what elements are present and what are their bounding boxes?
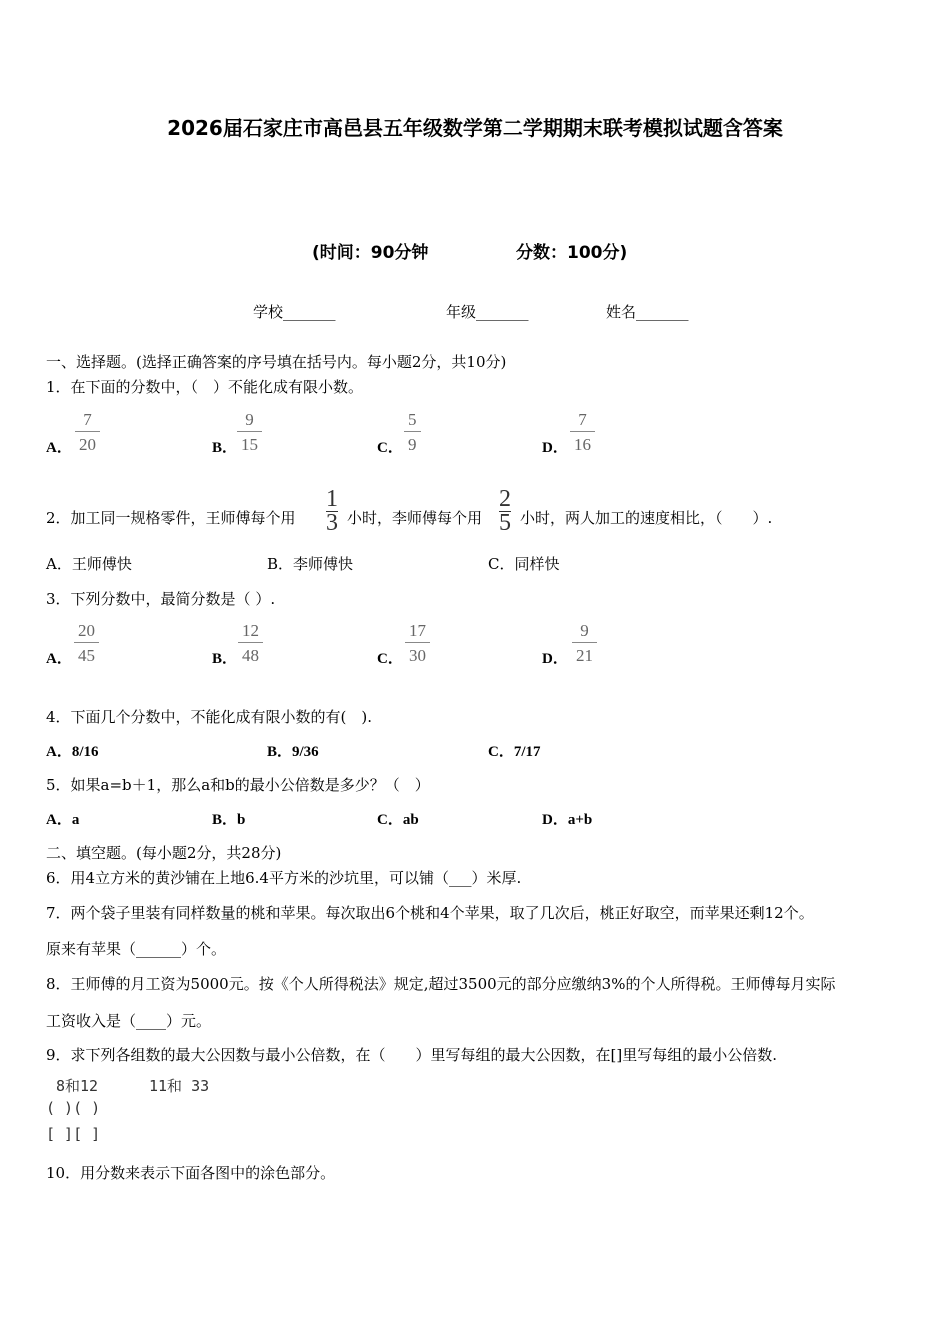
fraction: 20 45: [74, 622, 99, 664]
name-field[interactable]: 姓名_______: [606, 303, 689, 321]
question-3: 3．下列分数中，最简分数是（ ）.: [46, 590, 276, 608]
exam-score: 分数：100分): [516, 243, 628, 263]
q9-gcd-blanks[interactable]: ( )( ): [46, 1099, 101, 1117]
option[interactable]: C．ab: [377, 812, 419, 828]
fraction: 2 5: [499, 486, 511, 536]
option-label[interactable]: A．: [46, 440, 72, 456]
question-1: 1．在下面的分数中，（ ）不能化成有限小数。: [46, 378, 364, 396]
fraction: 7 20: [75, 411, 100, 453]
option[interactable]: A．王师傅快: [46, 555, 132, 573]
option[interactable]: A．8/16: [46, 744, 99, 760]
option[interactable]: C．同样快: [488, 555, 560, 573]
option-label[interactable]: B．: [212, 440, 238, 456]
question-10: 10．用分数来表示下面各图中的涂色部分。: [46, 1164, 336, 1182]
option[interactable]: A．a: [46, 812, 80, 828]
question-5: 5．如果a=b＋1，那么a和b的最小公倍数是多少？（ ）: [46, 776, 430, 794]
question-2-part2: 小时，李师傅每个用: [347, 509, 483, 527]
fraction: 7 16: [570, 411, 595, 453]
question-7: 7．两个袋子里装有同样数量的桃和苹果。每次取出6个桃和4个苹果，取了几次后，桃正好取空，而苹果还剩12个。: [46, 904, 814, 922]
question-4: 4．下面几个分数中，不能化成有限小数的有( ).: [46, 708, 373, 726]
question-7-cont: 原来有苹果（______）个。: [46, 940, 227, 958]
section-heading: 一、选择题。(选择正确答案的序号填在括号内。每小题2分，共10分): [46, 353, 507, 371]
option-label[interactable]: D．: [542, 651, 568, 667]
q9-group-1: 8和12: [56, 1077, 99, 1095]
question-9: 9．求下列各组数的最大公因数与最小公倍数，在（ ）里写每组的最大公因数，在[]里写每组的最小公倍数.: [46, 1046, 778, 1064]
option-label[interactable]: C．: [377, 651, 403, 667]
fraction: 12 48: [238, 622, 263, 664]
fraction: 9 21: [572, 622, 597, 664]
exam-time: (时间：90分钟: [312, 243, 429, 263]
question-2-part3: 小时，两人加工的速度相比，（ ）.: [520, 509, 773, 527]
question-2-part1: 2．加工同一规格零件，王师傅每个用: [46, 509, 296, 527]
option[interactable]: C．7/17: [488, 744, 541, 760]
option-label[interactable]: C．: [377, 440, 403, 456]
fraction: 1 3: [326, 486, 338, 536]
fraction: 17 30: [405, 622, 430, 664]
option[interactable]: B．b: [212, 812, 246, 828]
option-label[interactable]: B．: [212, 651, 238, 667]
option[interactable]: D．a+b: [542, 812, 593, 828]
option-label[interactable]: A．: [46, 651, 72, 667]
section-heading: 二、填空题。(每小题2分，共28分): [46, 844, 282, 862]
q9-group-2: 11和 33: [149, 1077, 210, 1095]
page-title: 2026届石家庄市高邑县五年级数学第二学期期末联考模拟试题含答案: [167, 116, 783, 140]
grade-field[interactable]: 年级_______: [446, 303, 529, 321]
fraction: 5 9: [404, 411, 421, 453]
option[interactable]: B．李师傅快: [267, 555, 354, 573]
question-8-cont: 工资收入是（____）元。: [46, 1012, 212, 1030]
fraction: 9 15: [237, 411, 262, 453]
question-8: 8．王师傅的月工资为5000元。按《个人所得税法》规定,超过3500元的部分应缴纳3%的个人所得税。王师傅每月实际: [46, 975, 836, 993]
school-field[interactable]: 学校_______: [253, 303, 336, 321]
question-6: 6．用4立方米的黄沙铺在上地6.4平方米的沙坑里，可以铺（___）米厚.: [46, 869, 522, 887]
option-label[interactable]: D．: [542, 440, 568, 456]
q9-lcm-blanks[interactable]: [ ][ ]: [46, 1125, 101, 1143]
option[interactable]: B．9/36: [267, 744, 319, 760]
